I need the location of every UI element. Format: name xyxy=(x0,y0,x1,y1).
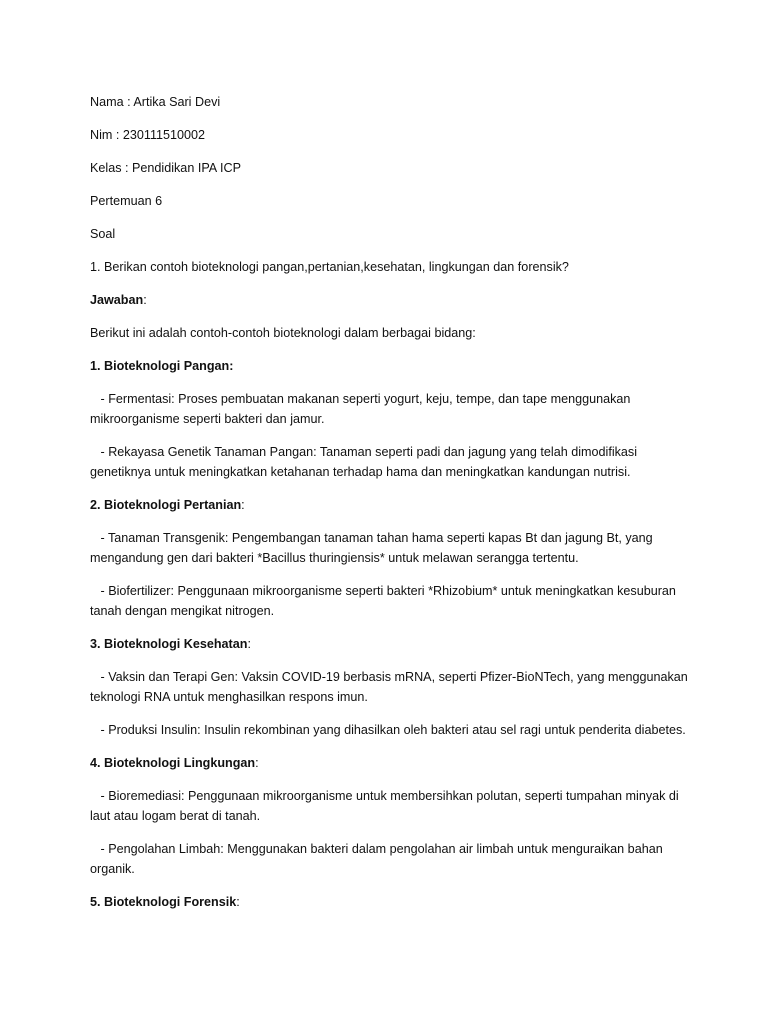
section-heading xyxy=(90,356,690,376)
section-heading xyxy=(90,634,690,654)
section-item: - Pengolahan Limbah: Menggunakan bakteri dalam pengolahan air limbah untuk menguraikan bahan organik. xyxy=(90,842,667,876)
meeting-number: Pertemuan 6 xyxy=(90,194,163,208)
section-item: - Rekayasa Genetik Tanaman Pangan: Tanaman seperti padi dan jagung yang telah dimodifikasi genetiknya untuk meningkatkan ketahanan terhadap hama dan meningkatkan kandungan nutrisi. xyxy=(90,445,641,479)
section-item: - Bioremediasi: Penggunaan mikroorganisme untuk membersihkan polutan, seperti tumpahan minyak di laut atau logam berat di tanah. xyxy=(90,789,683,823)
section-heading-text: 3. Bioteknologi Kesehatan xyxy=(90,637,248,651)
section-heading-text: 2. Bioteknologi Pertanian xyxy=(90,498,242,512)
answer-sections xyxy=(90,356,690,912)
document-page xyxy=(90,92,690,925)
student-class: Kelas : Pendidikan IPA ICP xyxy=(90,161,241,175)
section-heading-colon: : xyxy=(247,637,251,651)
answer-colon: : xyxy=(143,293,147,307)
answer-label-line xyxy=(90,290,690,310)
section-heading xyxy=(90,892,690,912)
section-item: - Biofertilizer: Penggunaan mikroorganisme seperti bakteri *Rhizobium* untuk meningkatkan kesuburan tanah dengan mengikat nitrogen. xyxy=(90,584,680,618)
student-nim: Nim : 230111510002 xyxy=(90,128,206,142)
answer-intro: Berikut ini adalah contoh-contoh bioteknologi dalam berbagai bidang: xyxy=(90,326,476,340)
section-heading-text: 4. Bioteknologi Lingkungan xyxy=(90,756,256,770)
question-heading: Soal xyxy=(90,227,116,241)
section-heading-text: 5. Bioteknologi Forensik xyxy=(90,895,237,909)
section-item: - Fermentasi: Proses pembuatan makanan seperti yogurt, keju, tempe, dan tape menggunakan mikroorganisme seperti bakteri dan jamur. xyxy=(90,392,634,426)
section-heading xyxy=(90,495,690,515)
section-item: - Tanaman Transgenik: Pengembangan tanaman tahan hama seperti kapas Bt dan jagung Bt, yang mengandung gen dari bakteri *Bacillus thuringiensis* untuk melawan serangga tertentu. xyxy=(90,531,657,565)
answer-label: Jawaban xyxy=(90,293,144,307)
question-text: 1. Berikan contoh bioteknologi pangan,pertanian,kesehatan, lingkungan dan forensik? xyxy=(90,260,569,274)
section-item: - Produksi Insulin: Insulin rekombinan yang dihasilkan oleh bakteri atau sel ragi untuk penderita diabetes. xyxy=(90,723,686,737)
section-heading xyxy=(90,753,690,773)
section-item: - Vaksin dan Terapi Gen: Vaksin COVID-19 berbasis mRNA, seperti Pfizer-BioNTech, yang menggunakan teknologi RNA untuk menghasilkan respons imun. xyxy=(90,670,692,704)
section-heading-colon: : xyxy=(241,498,245,512)
section-heading-colon: : xyxy=(255,756,259,770)
section-heading-text: 1. Bioteknologi Pangan: xyxy=(90,359,234,373)
student-name: Nama : Artika Sari Devi xyxy=(90,95,221,109)
section-heading-colon: : xyxy=(236,895,240,909)
